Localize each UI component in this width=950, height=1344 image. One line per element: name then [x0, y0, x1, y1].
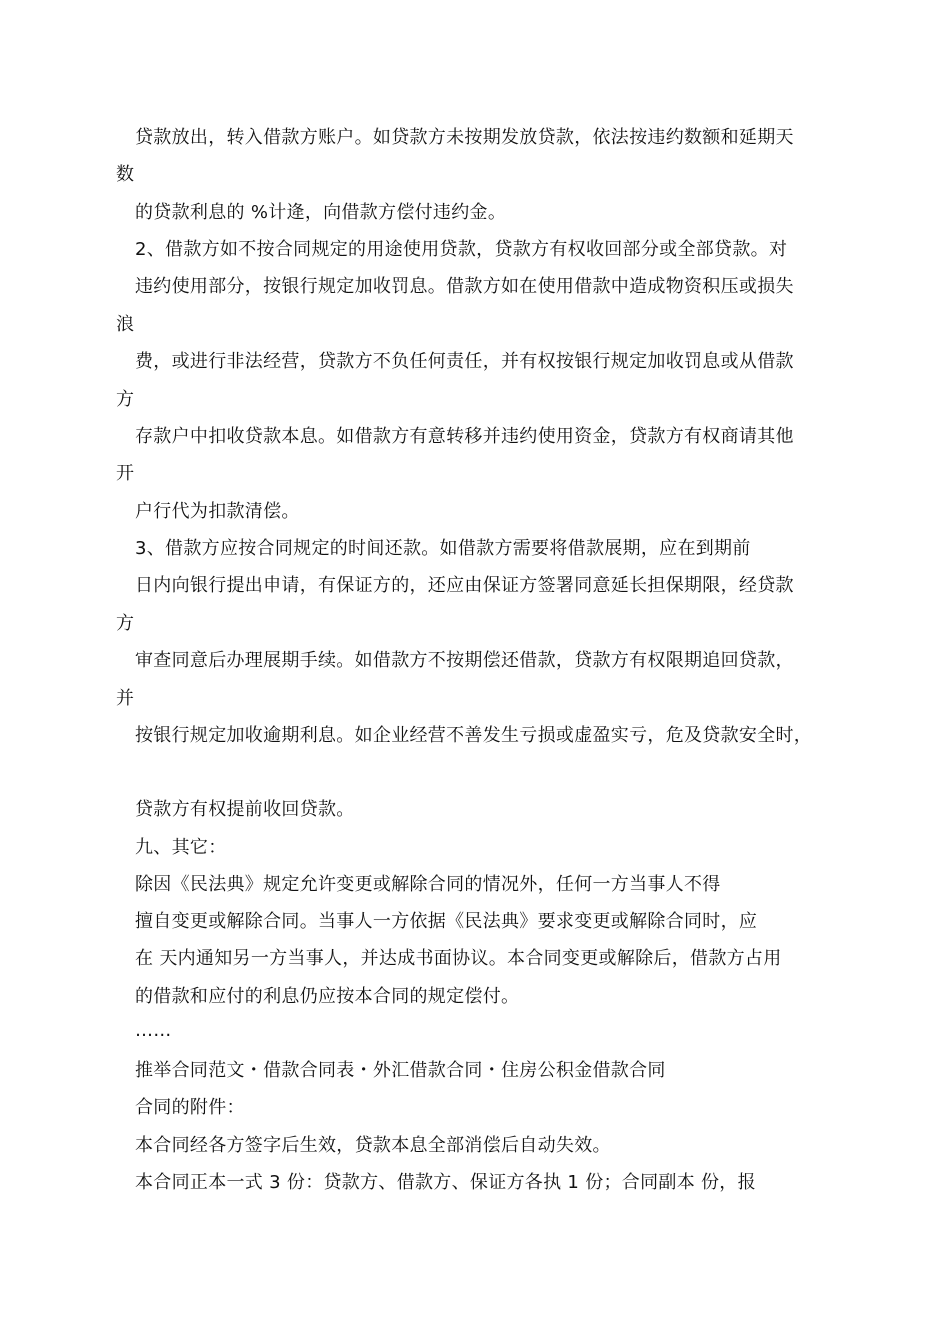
- text-line-9: 存款户中扣收贷款本息。如借款方有意转移并违约使用资金，贷款方有权商请其他: [135, 426, 794, 447]
- text-line-4: 2、借款方如不按合同规定的用途使用贷款，贷款方有权收回部分或全部贷款。对: [135, 239, 788, 260]
- text-line-22: 在 天内通知另一方当事人，并达成书面协议。本合同变更或解除后，借款方占用: [135, 948, 782, 969]
- text-line-14: 方: [116, 613, 135, 634]
- text-line-17: 按银行规定加收逾期利息。如企业经营不善发生亏损或虚盈实亏，危及贷款安全时，: [135, 725, 813, 746]
- text-line-6: 浪: [116, 314, 135, 335]
- text-line-1: 贷款放出，转入借款方账户。如贷款方未按期发放贷款，依法按违约数额和延期天: [135, 127, 794, 148]
- text-line-12: 3、借款方应按合同规定的时间还款。如借款方需要将借款展期，应在到期前: [135, 538, 751, 559]
- text-line-26: 合同的附件：: [135, 1097, 245, 1118]
- text-line-16: 并: [116, 688, 135, 709]
- ellipsis: ……: [135, 1020, 172, 1041]
- text-line-13: 日内向银行提出申请，有保证方的，还应由保证方签署同意延长担保期限，经贷款: [135, 575, 794, 596]
- text-line-21: 擅自变更或解除合同。当事人一方依据《民法典》要求变更或解除合同时，应: [135, 911, 758, 932]
- recommended-links: 推举合同范文・借款合同表・外汇借款合同・住房公积金借款合同: [135, 1060, 666, 1081]
- text-line-18: 贷款方有权提前收回贷款。: [135, 799, 355, 820]
- text-line-28: 本合同正本一式 3 份：贷款方、借款方、保证方各执 1 份；合同副本 份，报: [135, 1172, 756, 1193]
- text-line-2: 数: [116, 164, 135, 185]
- text-line-10: 开: [116, 463, 135, 484]
- text-line-23: 的借款和应付的利息仍应按本合同的规定偿付。: [135, 986, 520, 1007]
- text-line-11: 户行代为扣款清偿。: [135, 501, 300, 522]
- section-heading-other: 九、其它：: [135, 837, 227, 858]
- text-line-20: 除因《民法典》规定允许变更或解除合同的情况外，任何一方当事人不得: [135, 874, 721, 895]
- text-line-5: 违约使用部分，按银行规定加收罚息。借款方如在使用借款中造成物资积压或损失: [135, 276, 794, 297]
- text-line-15: 审查同意后办理展期手续。如借款方不按期偿还借款，贷款方有权限期追回贷款，: [135, 650, 794, 671]
- text-line-27: 本合同经各方签字后生效，贷款本息全部消偿后自动失效。: [135, 1135, 611, 1156]
- text-line-3: 的贷款利息的 %计逄，向借款方偿付违约金。: [135, 202, 507, 223]
- text-line-7: 费，或进行非法经营，贷款方不负任何责任，并有权按银行规定加收罚息或从借款: [135, 351, 794, 372]
- text-line-8: 方: [116, 389, 135, 410]
